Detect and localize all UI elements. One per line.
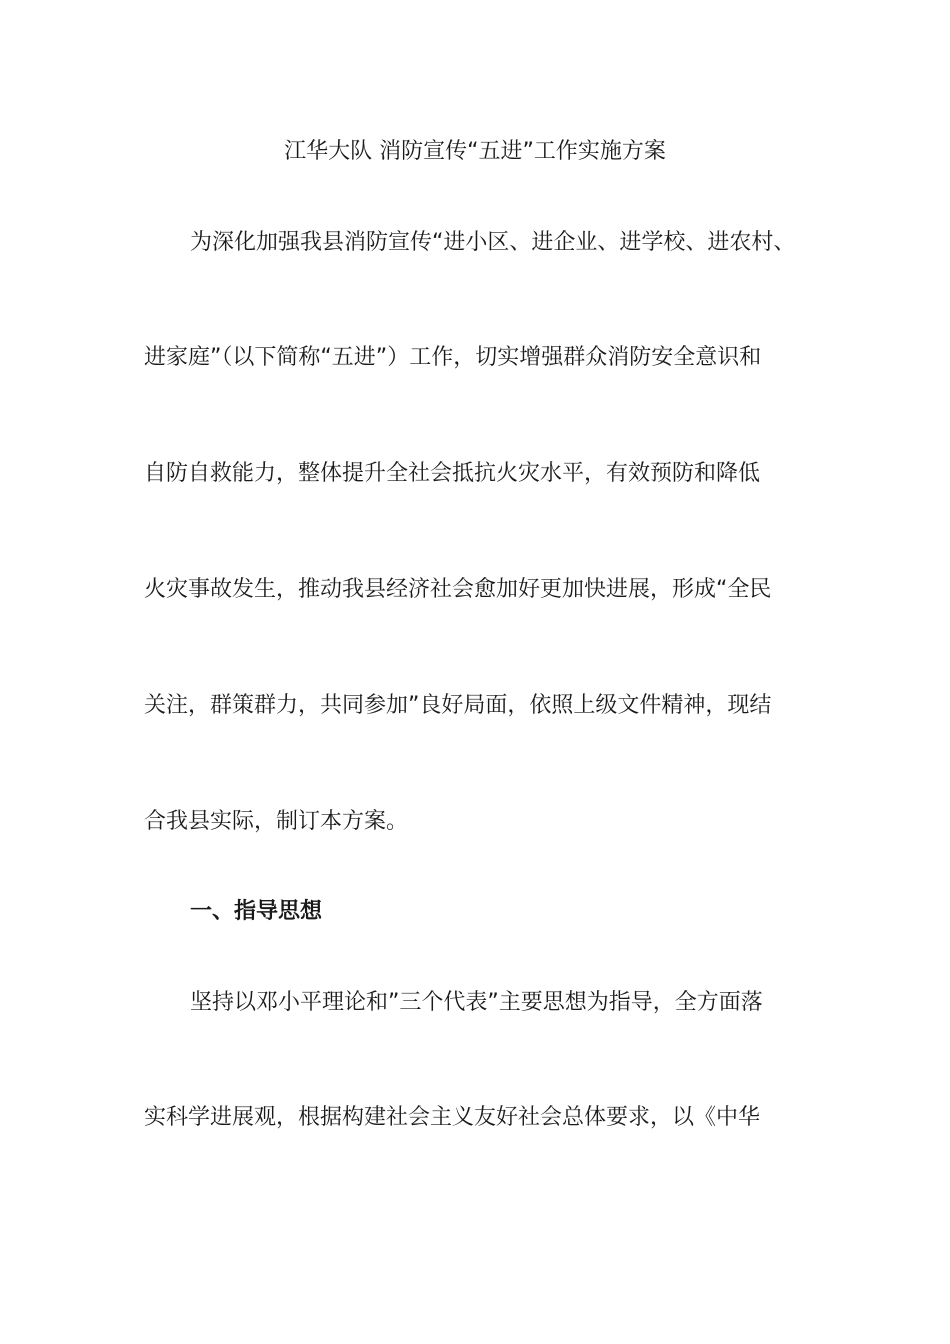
intro-line-1: 为深化加强我县消防宣传“进小区、进企业、进学校、进农村、 — [190, 230, 796, 255]
intro-line-6: 合我县实际，制订本方案。 — [144, 809, 409, 834]
intro-line-5: 关注，群策群力，共同参加”良好局面，依照上级文件精神，现结 — [144, 693, 772, 718]
section-heading-guiding-ideology: 一、指导思想 — [190, 899, 323, 924]
intro-line-3: 自防自救能力，整体提升全社会抵抗火灾水平，有效预防和降低 — [144, 461, 761, 486]
section-1-line-2: 实科学进展观，根据构建社会主义友好社会总体要求，以《中华 — [144, 1105, 761, 1130]
intro-line-4: 火灾事故发生，推动我县经济社会愈加好更加快进展，形成“全民 — [144, 577, 772, 602]
intro-line-2: 进家庭”（以下简称“五进”）工作，切实增强群众消防安全意识和 — [144, 345, 762, 370]
document-title: 江华大队 消防宣传“五进”工作实施方案 — [284, 139, 666, 164]
section-1-line-1: 坚持以邓小平理论和”三个代表”主要思想为指导，全方面落 — [190, 990, 763, 1015]
